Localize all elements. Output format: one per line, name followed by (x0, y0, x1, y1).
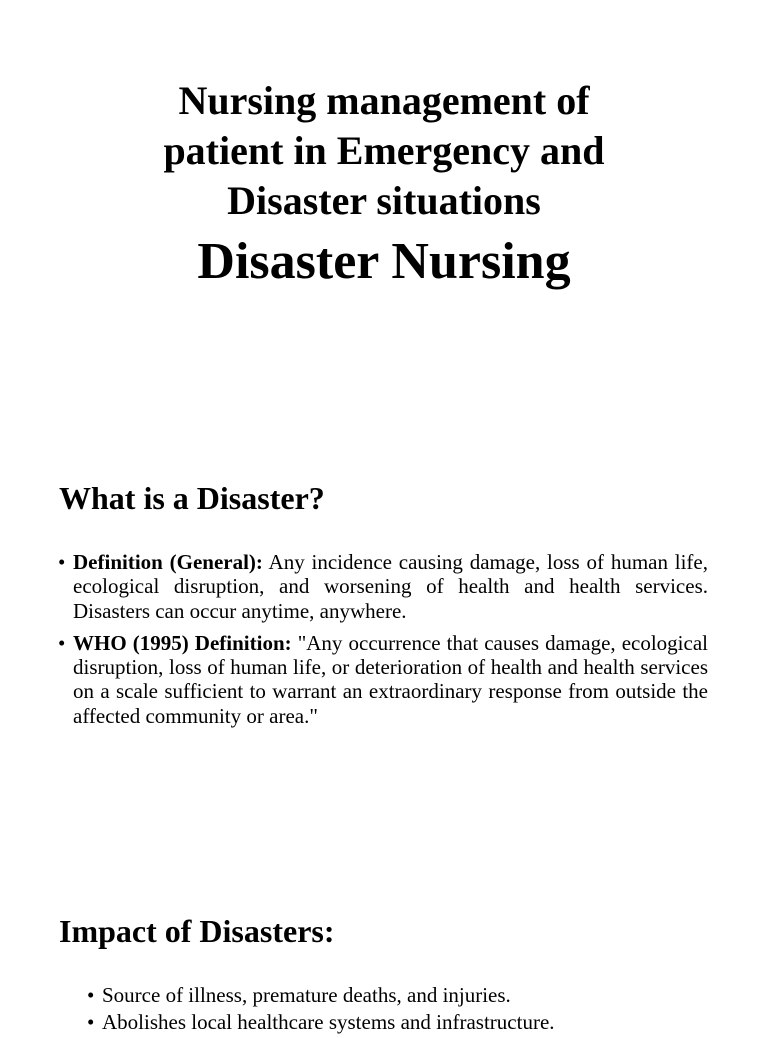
section-heading-impact: Impact of Disasters: (59, 913, 335, 949)
list-item: • Source of illness, premature deaths, and injuries. (102, 983, 702, 1007)
page-subtitle: Disaster Nursing (197, 233, 571, 290)
section-heading-what-is-disaster: What is a Disaster? (59, 480, 325, 516)
definition-term: Definition (General): (73, 550, 263, 574)
title-line: Nursing management of (178, 78, 590, 123)
title-line: Disaster situations (227, 178, 541, 223)
list-item (73, 631, 708, 728)
definition-term: WHO (1995) Definition: (73, 630, 292, 655)
page-title (0, 76, 768, 226)
list-item (73, 550, 708, 623)
title-line: patient in Emergency and (163, 128, 605, 173)
definition-text: "Any occurrence that causes damage, ecological disruption, loss of human life, or deterioration of health and health services on a scale sufficient to warrant an extraordinary response from outside the affected community or area." (73, 630, 708, 728)
definition-list (73, 550, 708, 736)
definition-text: Any incidence causing damage, loss of human life, ecological disruption, and worsening of health and health services. Disasters can occur anytime, anywhere. (73, 550, 708, 623)
list-item: • Abolishes local healthcare systems and infrastructure. (102, 1010, 702, 1034)
impact-list (102, 983, 702, 1038)
